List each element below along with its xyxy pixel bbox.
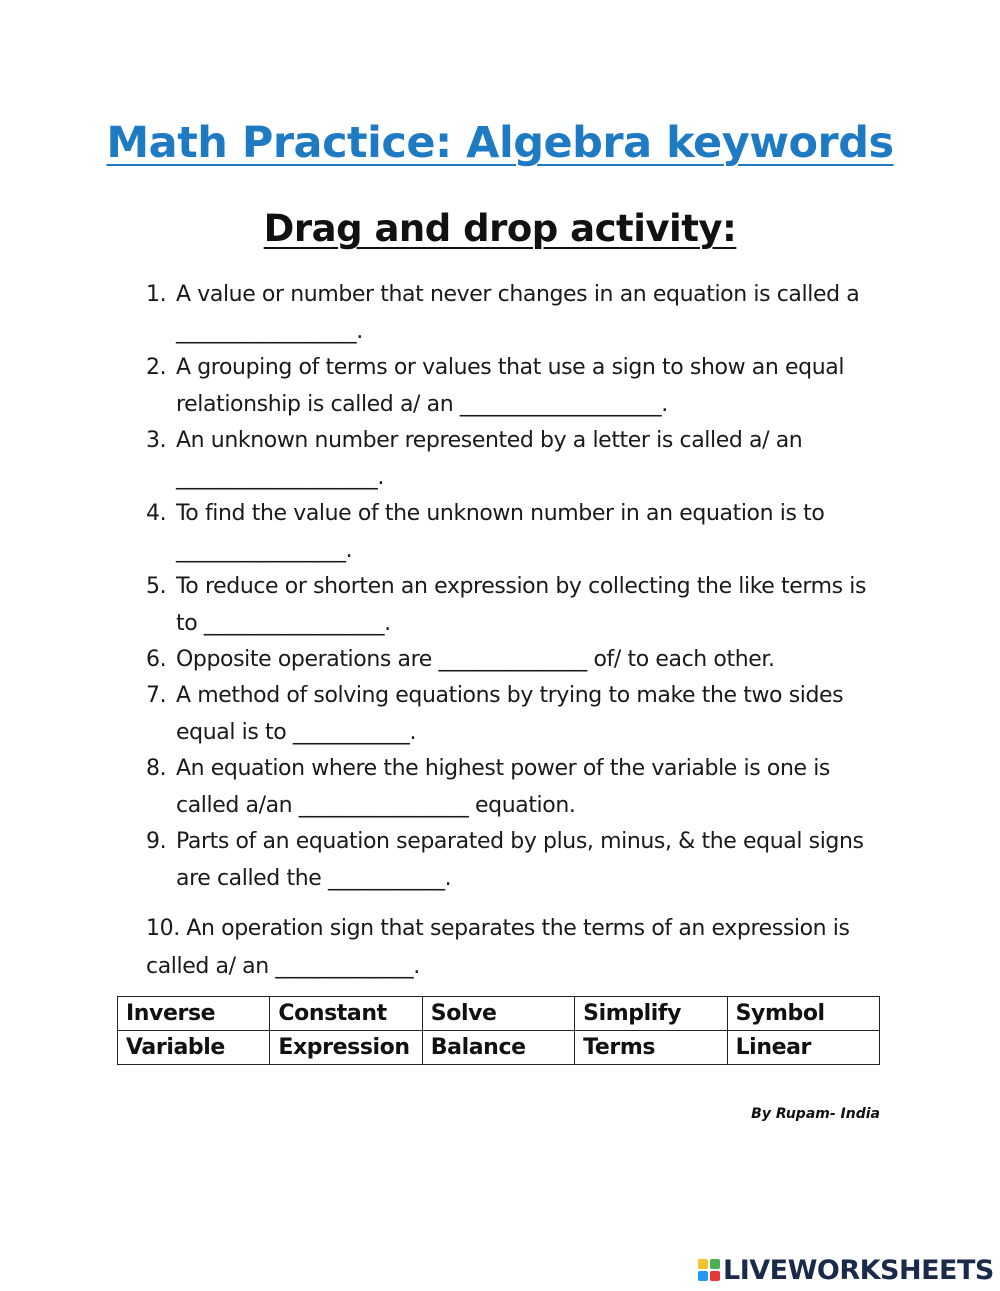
question-number: 7. — [146, 683, 167, 708]
question-text: To find the value of the unknown number in an equation is to ________________. — [176, 501, 825, 563]
word-bank-cell[interactable]: Solve — [422, 997, 574, 1031]
question-6 — [146, 642, 886, 679]
activity-subtitle: Drag and drop activity: — [263, 207, 737, 250]
question-number: 5. — [146, 574, 167, 599]
word-bank-cell[interactable]: Linear — [727, 1031, 879, 1065]
question-number: 6. — [146, 647, 167, 672]
word-bank-cell[interactable]: Symbol — [727, 997, 879, 1031]
question-number: 10. — [146, 916, 180, 941]
question-text: A grouping of terms or values that use a sign to show an equal relationship is called a/ an ___________________. — [176, 355, 845, 417]
question-text: Parts of an equation separated by plus, minus, & the equal signs are called the ___________. — [176, 829, 864, 891]
word-bank-cell[interactable]: Terms — [575, 1031, 727, 1065]
question-7 — [146, 678, 886, 751]
question-10 — [146, 910, 886, 986]
question-5 — [146, 569, 886, 642]
word-bank-cell[interactable]: Constant — [270, 997, 422, 1031]
author-credit: By Rupam- India — [751, 1106, 880, 1122]
question-number: 1. — [146, 282, 167, 307]
question-number: 3. — [146, 428, 167, 453]
word-bank-cell[interactable]: Expression — [270, 1031, 422, 1065]
word-bank-cell[interactable]: Simplify — [575, 997, 727, 1031]
word-bank-cell[interactable]: Balance — [422, 1031, 574, 1065]
question-2 — [146, 350, 886, 423]
brand-name: LIVEWORKSHEETS — [723, 1254, 994, 1286]
question-text: A method of solving equations by trying to make the two sides equal is to ___________. — [176, 683, 844, 745]
question-4 — [146, 496, 886, 569]
word-bank-row — [118, 1031, 880, 1065]
question-number: 9. — [146, 829, 167, 854]
question-text: 10. An operation sign that separates the terms of an expression is called a/ an _____________. — [146, 916, 850, 979]
question-text: An unknown number represented by a letter is called a/ an ___________________. — [176, 428, 803, 490]
question-text: Opposite operations are ______________ of/ to each other. — [176, 647, 775, 672]
question-9 — [146, 824, 886, 897]
word-bank-table — [117, 996, 880, 1065]
question-number: 2. — [146, 355, 167, 380]
question-text: An equation where the highest power of the variable is one is called a/an ________________ equation. — [176, 756, 830, 818]
question-text: A value or number that never changes in an equation is called a _________________. — [176, 282, 860, 344]
question-3 — [146, 423, 886, 496]
question-8 — [146, 751, 886, 824]
question-number: 4. — [146, 501, 167, 526]
question-1 — [146, 277, 886, 350]
word-bank-cell[interactable]: Inverse — [118, 997, 270, 1031]
word-bank-row — [118, 997, 880, 1031]
question-number: 8. — [146, 756, 167, 781]
question-text: To reduce or shorten an expression by collecting the like terms is to _________________. — [176, 574, 867, 636]
liveworksheets-brand[interactable] — [698, 1255, 994, 1285]
word-bank-cell[interactable]: Variable — [118, 1031, 270, 1065]
liveworksheets-logo-icon — [698, 1259, 720, 1281]
page-title: Math Practice: Algebra keywords — [106, 118, 894, 168]
